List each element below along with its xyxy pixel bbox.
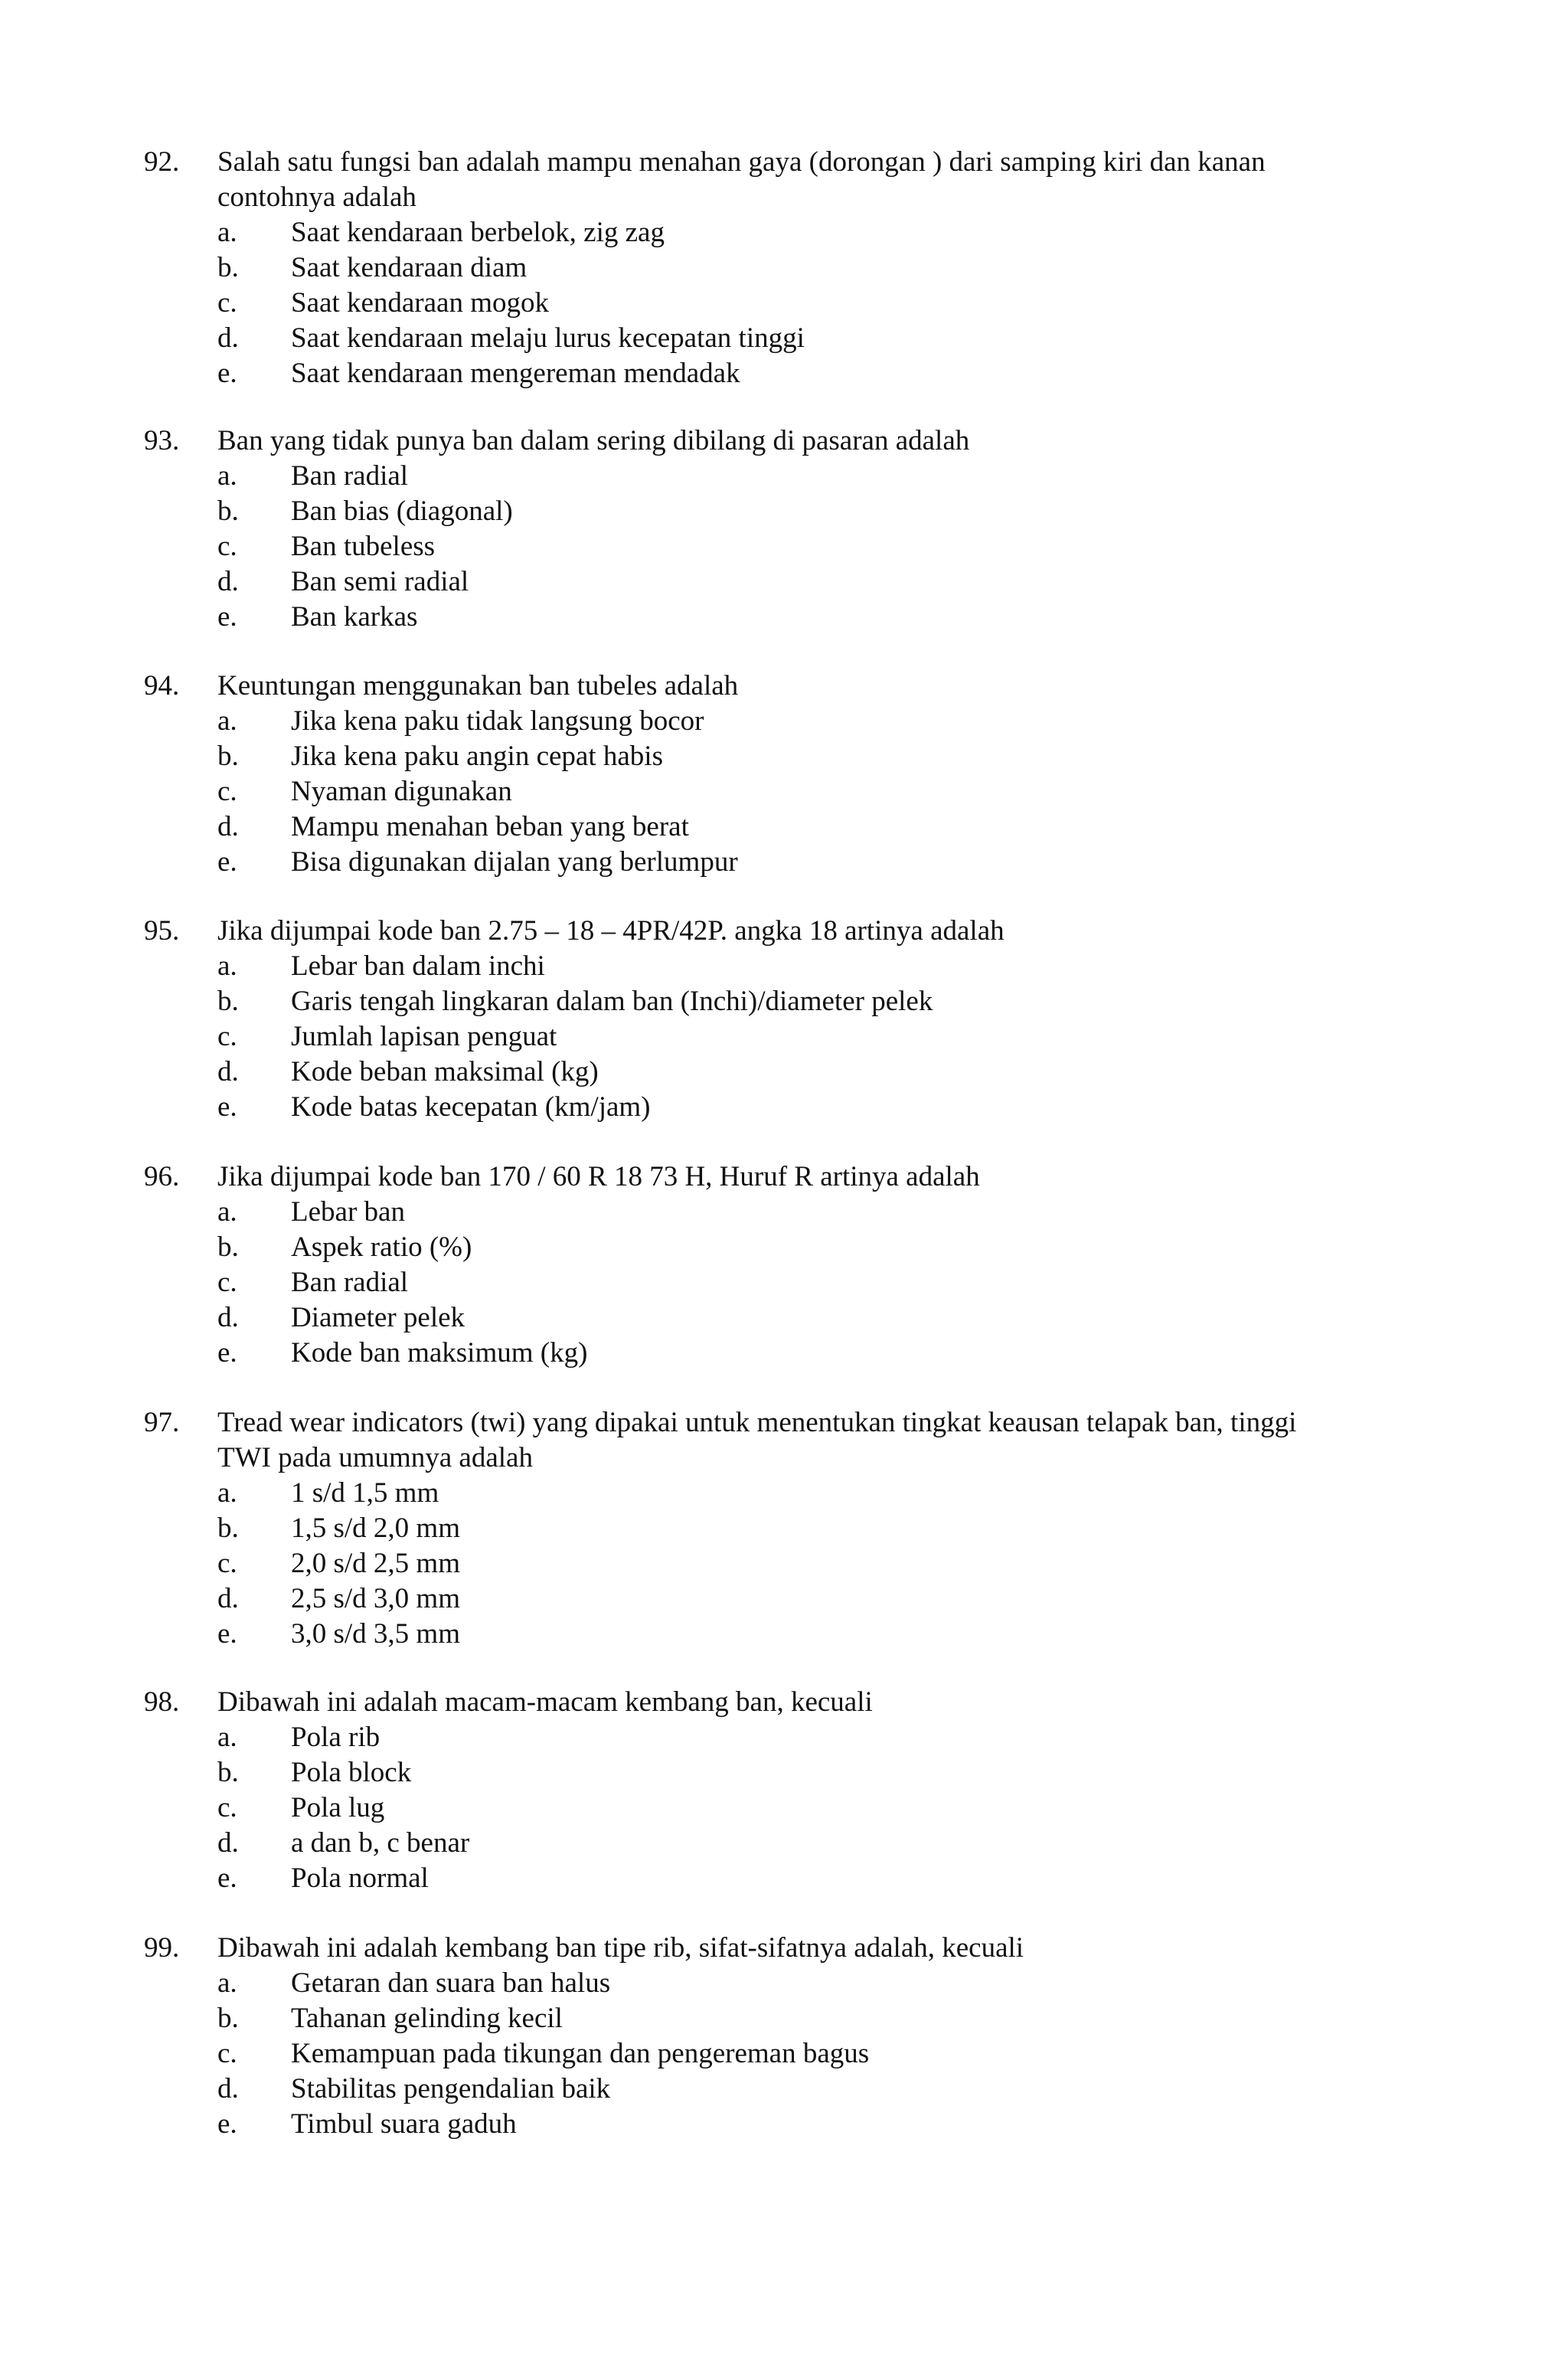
answer-option bbox=[0, 1826, 1568, 1861]
option-letter: e. bbox=[217, 601, 237, 633]
option-text: Jika kena paku tidak langsung bocor bbox=[291, 705, 704, 737]
answer-option bbox=[0, 1966, 1568, 2001]
option-text: Kode ban maksimum (kg) bbox=[291, 1337, 588, 1369]
option-letter: d. bbox=[217, 1302, 239, 1333]
answer-option bbox=[0, 564, 1568, 600]
option-text: Getaran dan suara ban halus bbox=[291, 1967, 611, 1999]
option-text: Jika kena paku angin cepat habis bbox=[291, 741, 663, 772]
option-letter: b. bbox=[217, 1231, 239, 1263]
option-text: 1,5 s/d 2,0 mm bbox=[291, 1513, 460, 1544]
answer-option bbox=[0, 2036, 1568, 2072]
option-text: Pola lug bbox=[291, 1792, 385, 1823]
answer-option bbox=[0, 1720, 1568, 1755]
answer-option bbox=[0, 1195, 1568, 1230]
answer-option bbox=[0, 2072, 1568, 2107]
answer-options bbox=[0, 1720, 1568, 1896]
option-text: Ban semi radial bbox=[291, 566, 469, 597]
option-letter: e. bbox=[217, 2108, 237, 2140]
option-text: Mampu menahan beban yang berat bbox=[291, 811, 689, 842]
answer-option bbox=[0, 1511, 1568, 1546]
question-text-line: TWI pada umumnya adalah bbox=[217, 1442, 533, 1473]
question-text-line: Keuntungan menggunakan ban tubeles adalah bbox=[217, 670, 739, 701]
question-text bbox=[217, 1931, 1396, 1966]
answer-option bbox=[0, 1791, 1568, 1826]
answer-options bbox=[0, 1966, 1568, 2142]
answer-option bbox=[0, 529, 1568, 564]
question-text bbox=[217, 1159, 1396, 1195]
answer-option bbox=[0, 1055, 1568, 1090]
option-letter: d. bbox=[217, 811, 239, 842]
option-text: Ban radial bbox=[291, 1267, 409, 1298]
option-text: Saat kendaraan diam bbox=[291, 252, 528, 283]
answer-option bbox=[0, 845, 1568, 880]
option-text: Garis tengah lingkaran dalam ban (Inchi)/diameter pelek bbox=[291, 986, 933, 1017]
question-text bbox=[217, 1685, 1396, 1720]
option-text: Saat kendaraan melaju lurus kecepatan tinggi bbox=[291, 322, 805, 354]
option-letter: b. bbox=[217, 2003, 239, 2034]
answer-option bbox=[0, 1265, 1568, 1300]
option-letter: d. bbox=[217, 1827, 239, 1859]
option-letter: b. bbox=[217, 1513, 239, 1544]
option-text: Bisa digunakan dijalan yang berlumpur bbox=[291, 846, 738, 878]
option-text: 2,5 s/d 3,0 mm bbox=[291, 1583, 460, 1614]
question-95 bbox=[0, 914, 1568, 1125]
option-letter: d. bbox=[217, 566, 239, 597]
question-99 bbox=[0, 1931, 1568, 2142]
option-text: Pola block bbox=[291, 1757, 412, 1788]
question-number: 92. bbox=[144, 146, 180, 178]
option-text: Pola normal bbox=[291, 1862, 429, 1894]
option-letter: b. bbox=[217, 495, 239, 527]
option-letter: e. bbox=[217, 1091, 237, 1123]
option-text: Kode beban maksimal (kg) bbox=[291, 1056, 599, 1087]
answer-options bbox=[0, 459, 1568, 635]
option-letter: a. bbox=[217, 1477, 237, 1509]
answer-options bbox=[0, 704, 1568, 880]
question-number: 96. bbox=[144, 1161, 180, 1192]
question-stem bbox=[0, 1685, 1568, 1720]
option-text: Saat kendaraan mengereman mendadak bbox=[291, 358, 740, 389]
option-letter: a. bbox=[217, 1196, 237, 1228]
answer-option bbox=[0, 1090, 1568, 1125]
option-text: Nyaman digunakan bbox=[291, 776, 512, 807]
answer-options bbox=[0, 1195, 1568, 1371]
option-letter: e. bbox=[217, 1337, 237, 1369]
answer-option bbox=[0, 286, 1568, 321]
question-97 bbox=[0, 1405, 1568, 1652]
option-letter: c. bbox=[217, 287, 237, 319]
option-text: Saat kendaraan berbelok, zig zag bbox=[291, 217, 665, 248]
option-text: Aspek ratio (%) bbox=[291, 1231, 472, 1263]
option-text: Lebar ban dalam inchi bbox=[291, 950, 545, 982]
option-letter: c. bbox=[217, 1267, 237, 1298]
question-number: 93. bbox=[144, 425, 180, 456]
answer-option bbox=[0, 1581, 1568, 1617]
answer-option bbox=[0, 356, 1568, 391]
option-text: Ban radial bbox=[291, 460, 409, 492]
option-text: Kemampuan pada tikungan dan pengereman bagus bbox=[291, 2038, 870, 2069]
option-letter: e. bbox=[217, 846, 237, 878]
option-letter: d. bbox=[217, 1056, 239, 1087]
option-text: Ban bias (diagonal) bbox=[291, 495, 513, 527]
option-text: Lebar ban bbox=[291, 1196, 405, 1228]
answer-option bbox=[0, 2107, 1568, 2142]
answer-option bbox=[0, 250, 1568, 286]
answer-option bbox=[0, 1300, 1568, 1336]
question-stem bbox=[0, 424, 1568, 459]
option-letter: c. bbox=[217, 1792, 237, 1823]
question-98 bbox=[0, 1685, 1568, 1896]
answer-option bbox=[0, 984, 1568, 1019]
answer-options bbox=[0, 215, 1568, 391]
question-text bbox=[217, 914, 1396, 949]
option-letter: d. bbox=[217, 2073, 239, 2104]
option-letter: a. bbox=[217, 950, 237, 982]
answer-option bbox=[0, 1019, 1568, 1055]
answer-option bbox=[0, 1617, 1568, 1652]
answer-option bbox=[0, 1546, 1568, 1581]
question-93 bbox=[0, 424, 1568, 635]
option-letter: c. bbox=[217, 2038, 237, 2069]
option-text: Saat kendaraan mogok bbox=[291, 287, 549, 319]
option-letter: d. bbox=[217, 322, 239, 354]
question-96 bbox=[0, 1159, 1568, 1371]
answer-option bbox=[0, 215, 1568, 250]
answer-option bbox=[0, 494, 1568, 529]
option-text: Diameter pelek bbox=[291, 1302, 466, 1333]
answer-option bbox=[0, 600, 1568, 635]
question-text-line: Ban yang tidak punya ban dalam sering dibilang di pasaran adalah bbox=[217, 425, 970, 456]
answer-option bbox=[0, 704, 1568, 739]
question-text-line: Dibawah ini adalah kembang ban tipe rib, sifat-sifatnya adalah, kecuali bbox=[217, 1932, 1024, 1964]
question-text-line: contohnya adalah bbox=[217, 182, 416, 213]
option-letter: a. bbox=[217, 1722, 237, 1753]
answer-options bbox=[0, 1476, 1568, 1652]
option-text: a dan b, c benar bbox=[291, 1827, 470, 1859]
question-text-line: Dibawah ini adalah macam-macam kembang ban, kecuali bbox=[217, 1686, 873, 1718]
option-letter: a. bbox=[217, 460, 237, 492]
option-text: Stabilitas pengendalian baik bbox=[291, 2073, 611, 2104]
option-letter: b. bbox=[217, 741, 239, 772]
option-letter: e. bbox=[217, 1862, 237, 1894]
question-stem bbox=[0, 1159, 1568, 1195]
answer-option bbox=[0, 2001, 1568, 2036]
option-text: Ban karkas bbox=[291, 601, 418, 633]
question-number: 95. bbox=[144, 915, 180, 947]
option-letter: e. bbox=[217, 358, 237, 389]
option-letter: c. bbox=[217, 1548, 237, 1579]
question-text bbox=[217, 669, 1396, 704]
option-text: Pola rib bbox=[291, 1722, 381, 1753]
option-text: 2,0 s/d 2,5 mm bbox=[291, 1548, 460, 1579]
answer-option bbox=[0, 1861, 1568, 1896]
question-stem bbox=[0, 1931, 1568, 1966]
question-number: 94. bbox=[144, 670, 180, 701]
question-text bbox=[217, 1405, 1396, 1476]
option-text: Tahanan gelinding kecil bbox=[291, 2003, 563, 2034]
answer-option bbox=[0, 739, 1568, 774]
question-stem bbox=[0, 669, 1568, 704]
question-stem bbox=[0, 914, 1568, 949]
option-text: 3,0 s/d 3,5 mm bbox=[291, 1618, 460, 1650]
option-letter: a. bbox=[217, 217, 237, 248]
option-letter: b. bbox=[217, 1757, 239, 1788]
question-number: 99. bbox=[144, 1932, 180, 1964]
question-text bbox=[217, 145, 1396, 215]
option-letter: e. bbox=[217, 1618, 237, 1650]
option-letter: c. bbox=[217, 531, 237, 562]
question-stem bbox=[0, 145, 1568, 215]
question-94 bbox=[0, 669, 1568, 880]
option-letter: c. bbox=[217, 1021, 237, 1052]
question-number: 98. bbox=[144, 1686, 180, 1718]
option-text: 1 s/d 1,5 mm bbox=[291, 1477, 439, 1509]
answer-option bbox=[0, 774, 1568, 809]
answer-option bbox=[0, 949, 1568, 984]
option-text: Ban tubeless bbox=[291, 531, 436, 562]
question-text-line: Tread wear indicators (twi) yang dipakai untuk menentukan tingkat keausan telapak ban, tinggi bbox=[217, 1407, 1297, 1438]
option-text: Kode batas kecepatan (km/jam) bbox=[291, 1091, 651, 1123]
question-text bbox=[217, 424, 1396, 459]
answer-option bbox=[0, 1230, 1568, 1265]
question-number: 97. bbox=[144, 1407, 180, 1438]
question-text-line: Jika dijumpai kode ban 2.75 – 18 – 4PR/42P. angka 18 artinya adalah bbox=[217, 915, 1004, 947]
option-letter: b. bbox=[217, 252, 239, 283]
option-letter: d. bbox=[217, 1583, 239, 1614]
question-stem bbox=[0, 1405, 1568, 1476]
question-92 bbox=[0, 145, 1568, 391]
question-text-line: Jika dijumpai kode ban 170 / 60 R 18 73 H, Huruf R artinya adalah bbox=[217, 1161, 980, 1192]
question-text-line: Salah satu fungsi ban adalah mampu menahan gaya (dorongan ) dari samping kiri dan kanan bbox=[217, 146, 1266, 178]
answer-option bbox=[0, 809, 1568, 845]
option-letter: a. bbox=[217, 1967, 237, 1999]
answer-option bbox=[0, 1476, 1568, 1511]
answer-option bbox=[0, 1336, 1568, 1371]
answer-options bbox=[0, 949, 1568, 1125]
option-letter: c. bbox=[217, 776, 237, 807]
option-text: Timbul suara gaduh bbox=[291, 2108, 517, 2140]
option-letter: b. bbox=[217, 986, 239, 1017]
option-letter: a. bbox=[217, 705, 237, 737]
answer-option bbox=[0, 321, 1568, 356]
answer-option bbox=[0, 459, 1568, 494]
answer-option bbox=[0, 1755, 1568, 1791]
option-text: Jumlah lapisan penguat bbox=[291, 1021, 557, 1052]
